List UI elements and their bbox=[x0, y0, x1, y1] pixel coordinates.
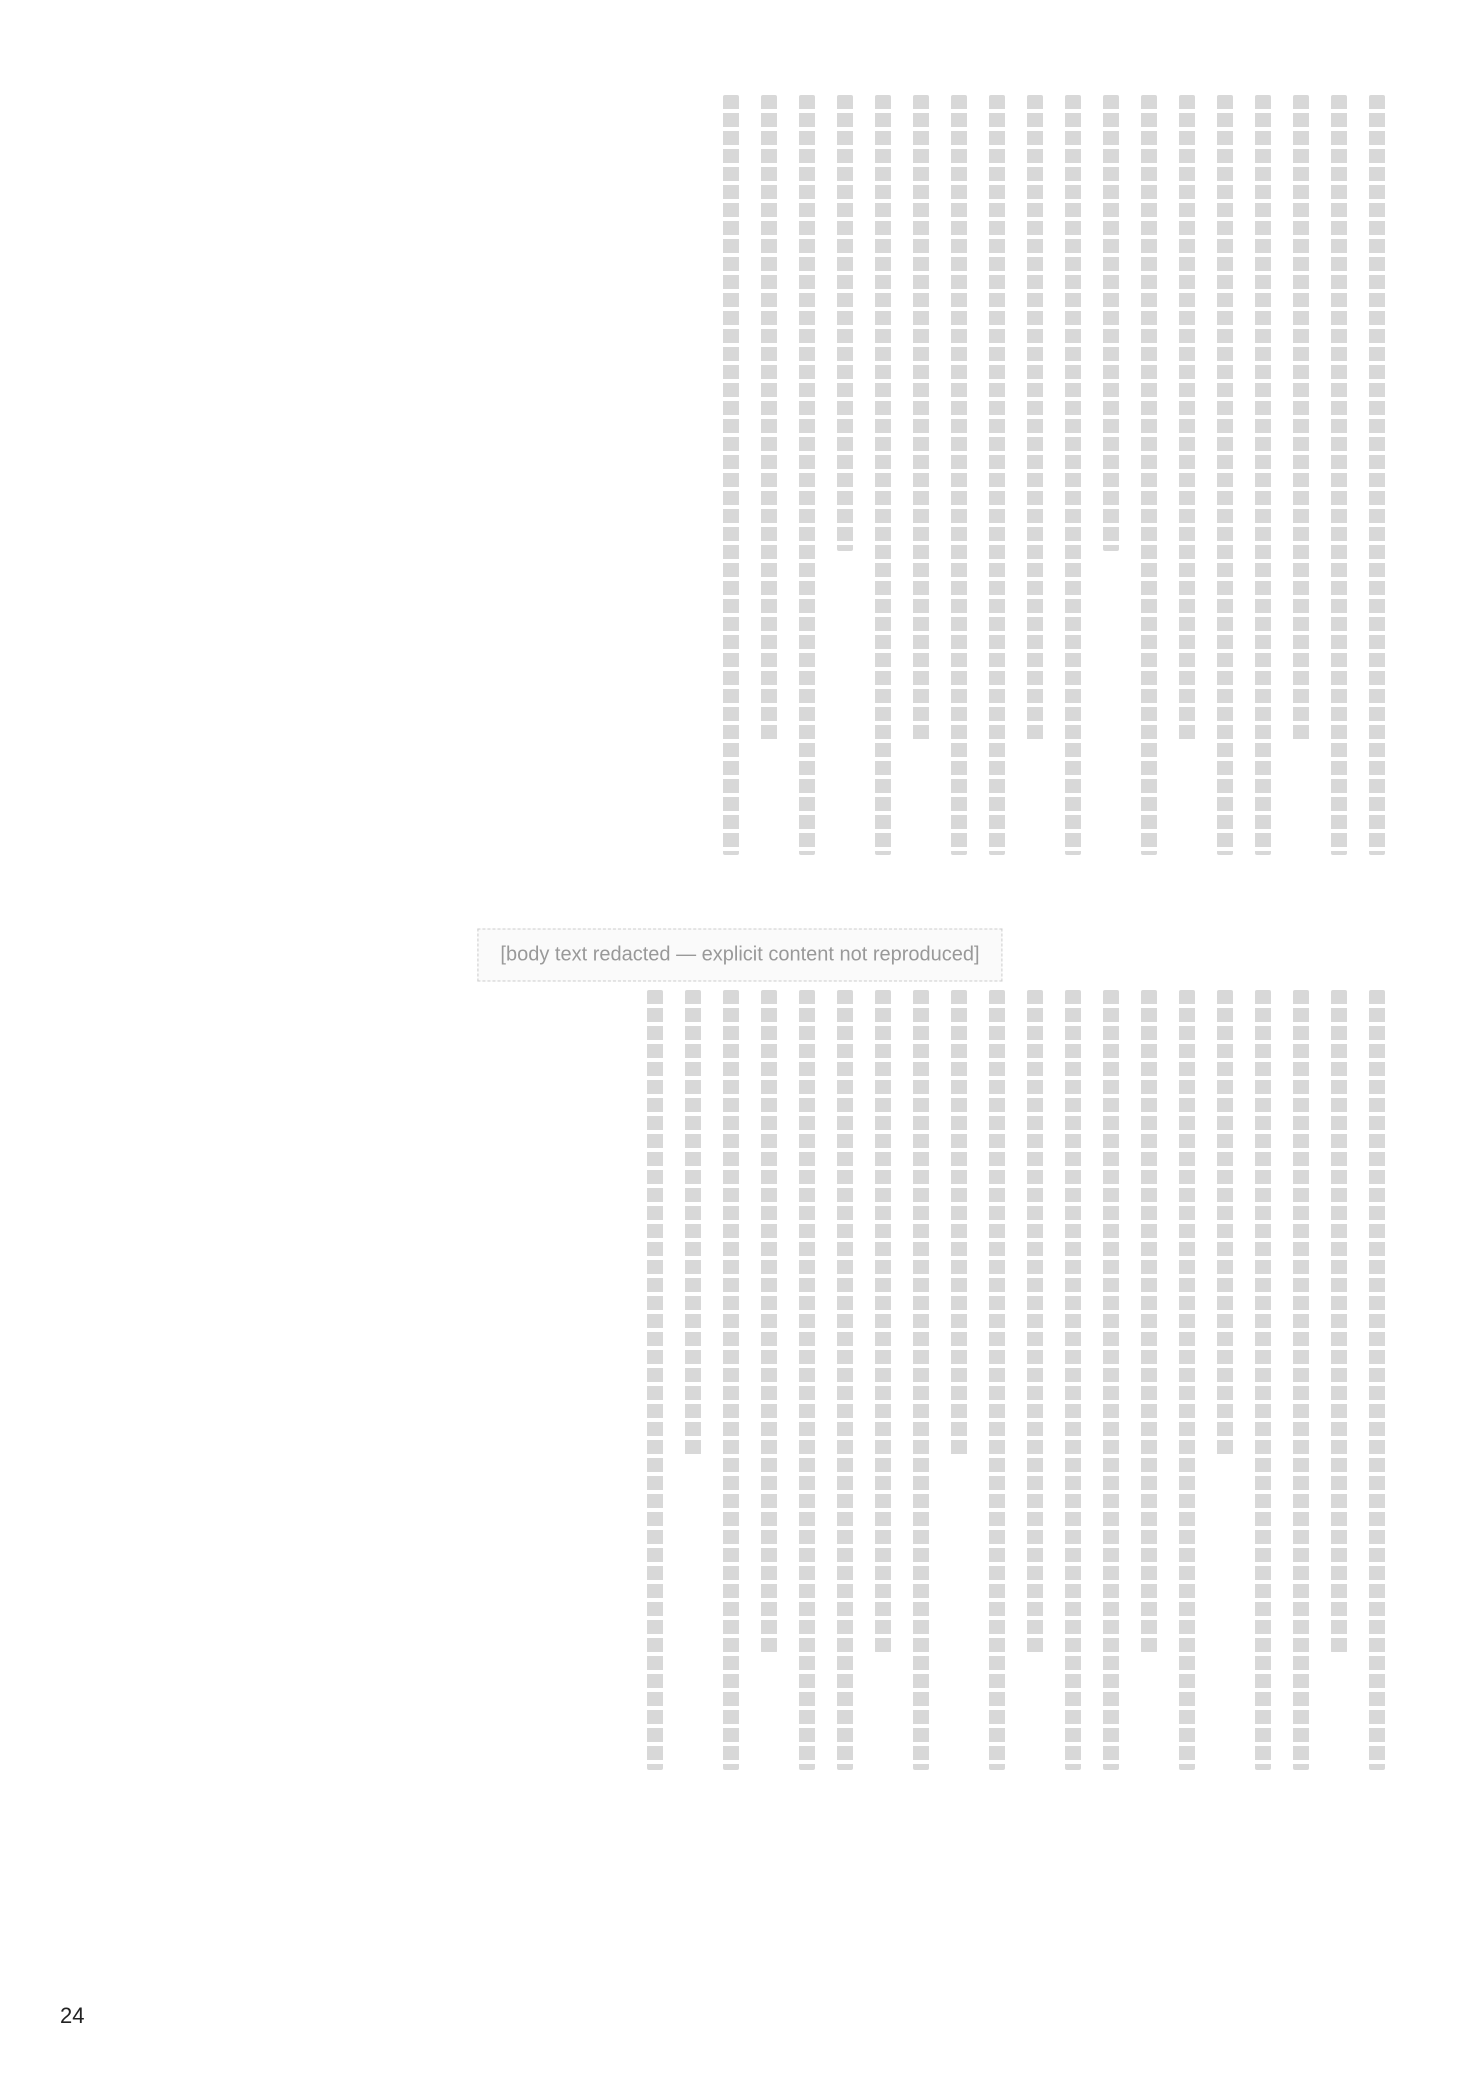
text-column bbox=[1293, 95, 1309, 741]
page-number: 24 bbox=[60, 2003, 85, 2028]
text-column bbox=[1141, 990, 1157, 1653]
text-column bbox=[647, 990, 663, 1770]
text-column bbox=[989, 990, 1005, 1770]
text-column bbox=[1255, 990, 1271, 1770]
text-column bbox=[799, 95, 815, 855]
text-column bbox=[989, 95, 1005, 855]
text-column bbox=[1369, 95, 1385, 855]
text-column bbox=[723, 990, 739, 1770]
text-column bbox=[1103, 95, 1119, 551]
text-column bbox=[1179, 990, 1195, 1770]
text-column bbox=[913, 990, 929, 1770]
text-column bbox=[1141, 95, 1157, 855]
text-column bbox=[1065, 990, 1081, 1770]
text-column bbox=[951, 95, 967, 855]
text-column bbox=[1179, 95, 1195, 741]
text-column bbox=[875, 990, 891, 1653]
text-column bbox=[1103, 990, 1119, 1770]
text-column bbox=[1331, 990, 1347, 1653]
text-column bbox=[1293, 990, 1309, 1770]
text-column bbox=[1331, 95, 1347, 855]
text-column bbox=[837, 990, 853, 1770]
text-column bbox=[875, 95, 891, 855]
text-block-bottom bbox=[85, 990, 1385, 1770]
text-column bbox=[1217, 990, 1233, 1458]
redaction-note: [body text redacted — explicit content not reproduced] bbox=[477, 929, 1002, 982]
text-column bbox=[1027, 990, 1043, 1653]
text-column bbox=[685, 990, 701, 1458]
text-column bbox=[799, 990, 815, 1770]
text-column bbox=[1027, 95, 1043, 741]
text-column bbox=[1217, 95, 1233, 855]
text-column bbox=[1065, 95, 1081, 855]
text-column bbox=[1369, 990, 1385, 1770]
text-column bbox=[913, 95, 929, 741]
text-column bbox=[951, 990, 967, 1458]
text-column bbox=[761, 990, 777, 1653]
text-column bbox=[723, 95, 739, 855]
text-column bbox=[1255, 95, 1271, 855]
text-block-top bbox=[285, 95, 1385, 855]
text-column bbox=[837, 95, 853, 551]
text-column bbox=[761, 95, 777, 741]
